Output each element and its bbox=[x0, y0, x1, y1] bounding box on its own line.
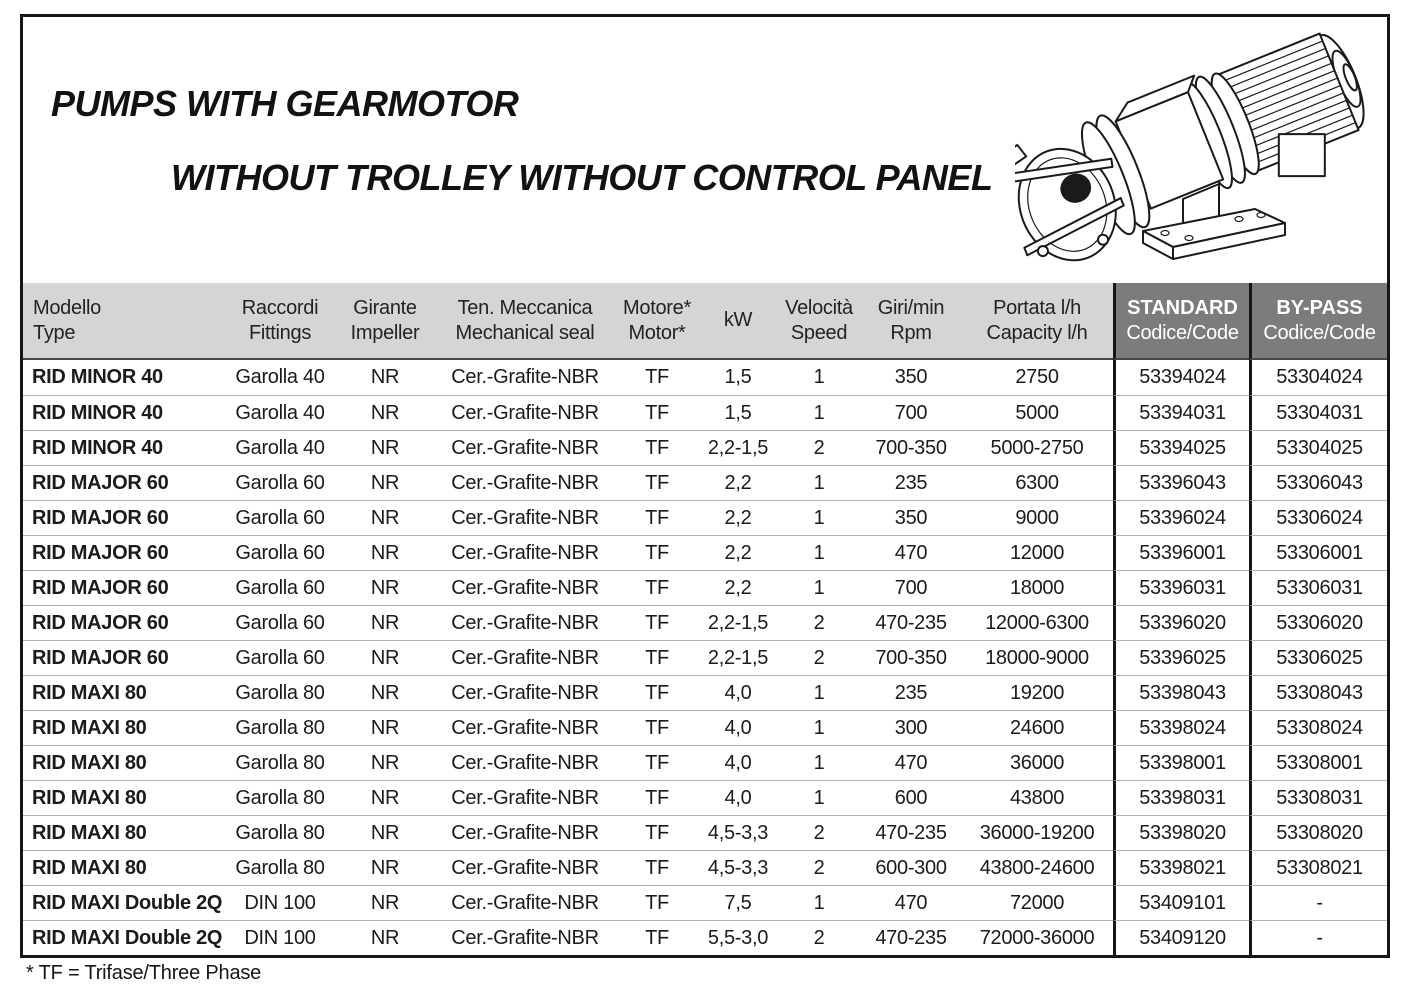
cell-kw: 2,2 bbox=[699, 535, 777, 570]
cell-speed: 2 bbox=[777, 815, 861, 850]
cell-standard-code: 53394031 bbox=[1113, 395, 1249, 430]
cell-capacity: 18000-9000 bbox=[961, 640, 1113, 675]
cell-impeller: NR bbox=[335, 745, 435, 780]
cell-capacity: 43800-24600 bbox=[961, 850, 1113, 885]
cell-rpm: 350 bbox=[861, 500, 961, 535]
cell-capacity: 5000-2750 bbox=[961, 430, 1113, 465]
cell-motor: TF bbox=[615, 885, 699, 920]
cell-fittings: Garolla 60 bbox=[225, 570, 335, 605]
cell-seal: Cer.-Grafite-NBR bbox=[435, 640, 615, 675]
cell-kw: 2,2-1,5 bbox=[699, 605, 777, 640]
column-header-speed: Velocità Speed bbox=[777, 283, 861, 360]
cell-model: RID MAJOR 60 bbox=[23, 465, 225, 500]
cell-rpm: 235 bbox=[861, 465, 961, 500]
cell-bypass-code: 53306025 bbox=[1249, 640, 1387, 675]
cell-rpm: 700 bbox=[861, 395, 961, 430]
cell-kw: 1,5 bbox=[699, 395, 777, 430]
cell-motor: TF bbox=[615, 640, 699, 675]
cell-impeller: NR bbox=[335, 675, 435, 710]
cell-seal: Cer.-Grafite-NBR bbox=[435, 710, 615, 745]
cell-speed: 1 bbox=[777, 710, 861, 745]
cell-fittings: Garolla 80 bbox=[225, 815, 335, 850]
column-header-impeller: Girante Impeller bbox=[335, 283, 435, 360]
cell-model: RID MINOR 40 bbox=[23, 360, 225, 395]
cell-model: RID MAXI Double 2Q bbox=[23, 920, 225, 955]
cell-fittings: DIN 100 bbox=[225, 885, 335, 920]
cell-standard-code: 53398024 bbox=[1113, 710, 1249, 745]
cell-bypass-code: - bbox=[1249, 885, 1387, 920]
cell-model: RID MINOR 40 bbox=[23, 430, 225, 465]
cell-seal: Cer.-Grafite-NBR bbox=[435, 465, 615, 500]
cell-rpm: 470-235 bbox=[861, 920, 961, 955]
cell-motor: TF bbox=[615, 465, 699, 500]
cell-model: RID MAXI 80 bbox=[23, 710, 225, 745]
cell-rpm: 700-350 bbox=[861, 430, 961, 465]
cell-standard-code: 53396020 bbox=[1113, 605, 1249, 640]
cell-standard-code: 53398043 bbox=[1113, 675, 1249, 710]
cell-seal: Cer.-Grafite-NBR bbox=[435, 500, 615, 535]
cell-speed: 2 bbox=[777, 640, 861, 675]
cell-standard-code: 53396001 bbox=[1113, 535, 1249, 570]
cell-impeller: NR bbox=[335, 465, 435, 500]
cell-capacity: 72000 bbox=[961, 885, 1113, 920]
cell-motor: TF bbox=[615, 535, 699, 570]
cell-motor: TF bbox=[615, 920, 699, 955]
cell-model: RID MAJOR 60 bbox=[23, 535, 225, 570]
cell-seal: Cer.-Grafite-NBR bbox=[435, 395, 615, 430]
cell-capacity: 9000 bbox=[961, 500, 1113, 535]
cell-rpm: 470 bbox=[861, 885, 961, 920]
cell-bypass-code: 53306001 bbox=[1249, 535, 1387, 570]
cell-fittings: Garolla 40 bbox=[225, 360, 335, 395]
cell-motor: TF bbox=[615, 570, 699, 605]
cell-standard-code: 53394025 bbox=[1113, 430, 1249, 465]
cell-seal: Cer.-Grafite-NBR bbox=[435, 920, 615, 955]
cell-motor: TF bbox=[615, 395, 699, 430]
cell-kw: 5,5-3,0 bbox=[699, 920, 777, 955]
cell-standard-code: 53396031 bbox=[1113, 570, 1249, 605]
cell-speed: 2 bbox=[777, 605, 861, 640]
cell-motor: TF bbox=[615, 780, 699, 815]
cell-fittings: Garolla 40 bbox=[225, 395, 335, 430]
cell-bypass-code: 53304024 bbox=[1249, 360, 1387, 395]
cell-fittings: Garolla 40 bbox=[225, 430, 335, 465]
cell-impeller: NR bbox=[335, 885, 435, 920]
cell-speed: 1 bbox=[777, 500, 861, 535]
cell-motor: TF bbox=[615, 850, 699, 885]
cell-rpm: 700 bbox=[861, 570, 961, 605]
cell-rpm: 600-300 bbox=[861, 850, 961, 885]
cell-speed: 1 bbox=[777, 570, 861, 605]
cell-standard-code: 53396024 bbox=[1113, 500, 1249, 535]
cell-motor: TF bbox=[615, 675, 699, 710]
cell-fittings: Garolla 60 bbox=[225, 535, 335, 570]
cell-standard-code: 53396043 bbox=[1113, 465, 1249, 500]
cell-capacity: 18000 bbox=[961, 570, 1113, 605]
cell-model: RID MAXI 80 bbox=[23, 675, 225, 710]
cell-capacity: 24600 bbox=[961, 710, 1113, 745]
cell-standard-code: 53398020 bbox=[1113, 815, 1249, 850]
column-header-bypass-code: BY-PASS Codice/Code bbox=[1249, 283, 1387, 360]
cell-rpm: 600 bbox=[861, 780, 961, 815]
cell-model: RID MAXI 80 bbox=[23, 780, 225, 815]
cell-impeller: NR bbox=[335, 535, 435, 570]
cell-rpm: 700-350 bbox=[861, 640, 961, 675]
cell-model: RID MINOR 40 bbox=[23, 395, 225, 430]
cell-capacity: 43800 bbox=[961, 780, 1113, 815]
cell-bypass-code: - bbox=[1249, 920, 1387, 955]
cell-capacity: 2750 bbox=[961, 360, 1113, 395]
cell-impeller: NR bbox=[335, 640, 435, 675]
cell-kw: 4,0 bbox=[699, 745, 777, 780]
cell-seal: Cer.-Grafite-NBR bbox=[435, 675, 615, 710]
table-body bbox=[23, 360, 1387, 955]
cell-fittings: Garolla 60 bbox=[225, 500, 335, 535]
cell-impeller: NR bbox=[335, 570, 435, 605]
cell-impeller: NR bbox=[335, 710, 435, 745]
footnote: * TF = Trifase/Three Phase bbox=[26, 962, 262, 984]
cell-bypass-code: 53308001 bbox=[1249, 745, 1387, 780]
cell-kw: 2,2-1,5 bbox=[699, 430, 777, 465]
cell-rpm: 350 bbox=[861, 360, 961, 395]
cell-kw: 2,2 bbox=[699, 570, 777, 605]
cell-impeller: NR bbox=[335, 605, 435, 640]
cell-speed: 2 bbox=[777, 920, 861, 955]
cell-kw: 4,0 bbox=[699, 780, 777, 815]
cell-bypass-code: 53308043 bbox=[1249, 675, 1387, 710]
column-header-capacity: Portata l/h Capacity l/h bbox=[961, 283, 1113, 360]
cell-model: RID MAXI Double 2Q bbox=[23, 885, 225, 920]
cell-model: RID MAXI 80 bbox=[23, 850, 225, 885]
cell-seal: Cer.-Grafite-NBR bbox=[435, 430, 615, 465]
cell-fittings: DIN 100 bbox=[225, 920, 335, 955]
column-header-kw: kW bbox=[699, 283, 777, 360]
cell-speed: 1 bbox=[777, 745, 861, 780]
cell-capacity: 36000-19200 bbox=[961, 815, 1113, 850]
cell-motor: TF bbox=[615, 605, 699, 640]
cell-capacity: 5000 bbox=[961, 395, 1113, 430]
cell-model: RID MAJOR 60 bbox=[23, 500, 225, 535]
cell-capacity: 6300 bbox=[961, 465, 1113, 500]
cell-model: RID MAXI 80 bbox=[23, 815, 225, 850]
cell-seal: Cer.-Grafite-NBR bbox=[435, 570, 615, 605]
cell-fittings: Garolla 80 bbox=[225, 780, 335, 815]
cell-standard-code: 53409101 bbox=[1113, 885, 1249, 920]
cell-seal: Cer.-Grafite-NBR bbox=[435, 360, 615, 395]
cell-kw: 4,5-3,3 bbox=[699, 815, 777, 850]
cell-motor: TF bbox=[615, 430, 699, 465]
cell-seal: Cer.-Grafite-NBR bbox=[435, 850, 615, 885]
pump-gearmotor-illustration bbox=[1015, 23, 1385, 273]
cell-capacity: 12000 bbox=[961, 535, 1113, 570]
cell-speed: 1 bbox=[777, 675, 861, 710]
cell-rpm: 470 bbox=[861, 535, 961, 570]
cell-impeller: NR bbox=[335, 920, 435, 955]
cell-bypass-code: 53306031 bbox=[1249, 570, 1387, 605]
cell-speed: 1 bbox=[777, 395, 861, 430]
cell-model: RID MAXI 80 bbox=[23, 745, 225, 780]
cell-fittings: Garolla 60 bbox=[225, 640, 335, 675]
cell-capacity: 19200 bbox=[961, 675, 1113, 710]
cell-impeller: NR bbox=[335, 360, 435, 395]
cell-standard-code: 53396025 bbox=[1113, 640, 1249, 675]
cell-standard-code: 53398001 bbox=[1113, 745, 1249, 780]
cell-speed: 1 bbox=[777, 780, 861, 815]
column-header-rpm: Giri/min Rpm bbox=[861, 283, 961, 360]
cell-speed: 1 bbox=[777, 535, 861, 570]
cell-motor: TF bbox=[615, 360, 699, 395]
cell-bypass-code: 53308021 bbox=[1249, 850, 1387, 885]
cell-rpm: 470-235 bbox=[861, 815, 961, 850]
cell-kw: 2,2 bbox=[699, 500, 777, 535]
pump-gearmotor-drawing bbox=[1015, 23, 1385, 273]
cell-speed: 1 bbox=[777, 465, 861, 500]
cell-bypass-code: 53304025 bbox=[1249, 430, 1387, 465]
cell-motor: TF bbox=[615, 815, 699, 850]
cell-motor: TF bbox=[615, 710, 699, 745]
column-header-model: Modello Type bbox=[23, 283, 225, 360]
column-header-mechanical-seal: Ten. Meccanica Mechanical seal bbox=[435, 283, 615, 360]
cell-kw: 1,5 bbox=[699, 360, 777, 395]
cell-impeller: NR bbox=[335, 815, 435, 850]
cell-bypass-code: 53306043 bbox=[1249, 465, 1387, 500]
cell-fittings: Garolla 60 bbox=[225, 465, 335, 500]
cell-bypass-code: 53308020 bbox=[1249, 815, 1387, 850]
cell-bypass-code: 53306020 bbox=[1249, 605, 1387, 640]
cell-rpm: 470 bbox=[861, 745, 961, 780]
cell-rpm: 470-235 bbox=[861, 605, 961, 640]
cell-impeller: NR bbox=[335, 850, 435, 885]
cell-model: RID MAJOR 60 bbox=[23, 570, 225, 605]
cell-impeller: NR bbox=[335, 430, 435, 465]
cell-capacity: 72000-36000 bbox=[961, 920, 1113, 955]
cell-rpm: 235 bbox=[861, 675, 961, 710]
cell-capacity: 12000-6300 bbox=[961, 605, 1113, 640]
cell-kw: 2,2-1,5 bbox=[699, 640, 777, 675]
cell-model: RID MAJOR 60 bbox=[23, 640, 225, 675]
cell-speed: 1 bbox=[777, 885, 861, 920]
page-subtitle: WITHOUT TROLLEY WITHOUT CONTROL PANEL bbox=[171, 157, 993, 198]
cell-fittings: Garolla 80 bbox=[225, 745, 335, 780]
cell-speed: 2 bbox=[777, 430, 861, 465]
cell-seal: Cer.-Grafite-NBR bbox=[435, 605, 615, 640]
cell-fittings: Garolla 80 bbox=[225, 675, 335, 710]
cell-motor: TF bbox=[615, 500, 699, 535]
pumps-table bbox=[23, 283, 1387, 955]
cell-impeller: NR bbox=[335, 500, 435, 535]
cell-speed: 2 bbox=[777, 850, 861, 885]
cell-standard-code: 53409120 bbox=[1113, 920, 1249, 955]
cell-speed: 1 bbox=[777, 360, 861, 395]
column-header-standard-code: STANDARD Codice/Code bbox=[1113, 283, 1249, 360]
cell-bypass-code: 53308024 bbox=[1249, 710, 1387, 745]
cell-capacity: 36000 bbox=[961, 745, 1113, 780]
page-title: PUMPS WITH GEARMOTOR bbox=[51, 83, 519, 124]
cell-standard-code: 53398021 bbox=[1113, 850, 1249, 885]
cell-seal: Cer.-Grafite-NBR bbox=[435, 745, 615, 780]
cell-bypass-code: 53308031 bbox=[1249, 780, 1387, 815]
cell-fittings: Garolla 80 bbox=[225, 850, 335, 885]
cell-impeller: NR bbox=[335, 395, 435, 430]
table-header-row bbox=[23, 283, 1387, 360]
cell-kw: 4,0 bbox=[699, 710, 777, 745]
cell-motor: TF bbox=[615, 745, 699, 780]
cell-fittings: Garolla 60 bbox=[225, 605, 335, 640]
content-frame bbox=[20, 14, 1390, 958]
cell-rpm: 300 bbox=[861, 710, 961, 745]
cell-seal: Cer.-Grafite-NBR bbox=[435, 815, 615, 850]
cell-kw: 4,5-3,3 bbox=[699, 850, 777, 885]
cell-seal: Cer.-Grafite-NBR bbox=[435, 885, 615, 920]
column-header-motor: Motore* Motor* bbox=[615, 283, 699, 360]
column-header-fittings: Raccordi Fittings bbox=[225, 283, 335, 360]
cell-impeller: NR bbox=[335, 780, 435, 815]
cell-standard-code: 53398031 bbox=[1113, 780, 1249, 815]
cell-bypass-code: 53306024 bbox=[1249, 500, 1387, 535]
cell-kw: 7,5 bbox=[699, 885, 777, 920]
cell-model: RID MAJOR 60 bbox=[23, 605, 225, 640]
cell-fittings: Garolla 80 bbox=[225, 710, 335, 745]
cell-seal: Cer.-Grafite-NBR bbox=[435, 535, 615, 570]
cell-kw: 2,2 bbox=[699, 465, 777, 500]
cell-seal: Cer.-Grafite-NBR bbox=[435, 780, 615, 815]
cell-kw: 4,0 bbox=[699, 675, 777, 710]
cell-bypass-code: 53304031 bbox=[1249, 395, 1387, 430]
cell-standard-code: 53394024 bbox=[1113, 360, 1249, 395]
